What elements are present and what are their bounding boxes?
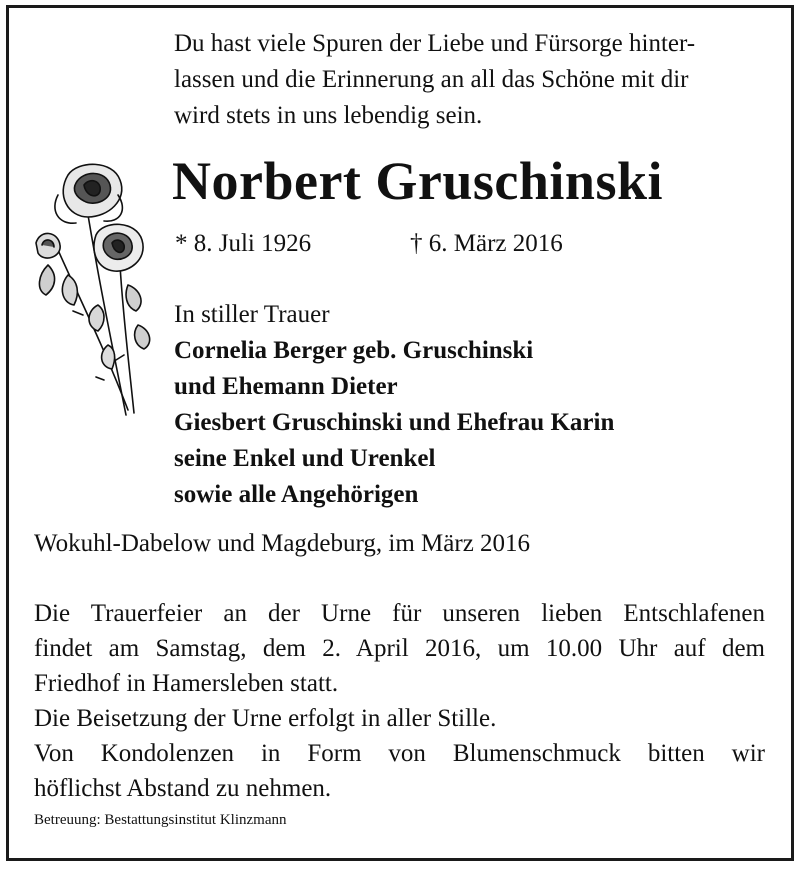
mourner-line: Cornelia Berger geb. Gruschinski [174,337,534,364]
info-line: Die Trauerfeier an der Urne für unseren lieben Entschlafenen [34,600,765,627]
poem-line: wird stets in uns lebendig sein. [174,102,483,129]
funeral-home-credit: Betreuung: Bestattungsinstitut Klinzmann [34,812,287,828]
birth-date: * 8. Juli 1926 [175,230,312,257]
info-line: Die Beisetzung der Urne erfolgt in aller Stille. [34,705,497,732]
info-line: findet am Samstag, dem 2. April 2016, um 10.00 Uhr auf dem [34,635,765,662]
funeral-info [34,596,765,806]
place-date: Wokuhl-Dabelow und Magdeburg, im März 2016 [34,530,531,557]
mourner-line: und Ehemann Dieter [174,373,398,400]
poem-line: lassen und die Erinnerung an all das Schöne mit dir [174,66,689,93]
mourner-line: seine Enkel und Urenkel [174,445,436,472]
deceased-name: Norbert Gruschinski [172,151,664,211]
mourner-line: sowie alle Angehörigen [174,481,419,508]
mourning-intro: In stiller Trauer [174,301,330,328]
death-date: † 6. März 2016 [410,230,563,257]
rose-icon [28,155,168,425]
info-line: Friedhof in Hamersleben statt. [34,670,339,697]
poem [174,26,774,134]
info-line: höflichst Abstand zu nehmen. [34,775,332,802]
poem-line: Du hast viele Spuren der Liebe und Fürsorge hinter- [174,30,696,57]
mourner-line: Giesbert Gruschinski und Ehefrau Karin [174,409,615,436]
info-line: Von Kondolenzen in Form von Blumenschmuck bitten wir [34,740,765,767]
mourners-list [174,297,774,513]
